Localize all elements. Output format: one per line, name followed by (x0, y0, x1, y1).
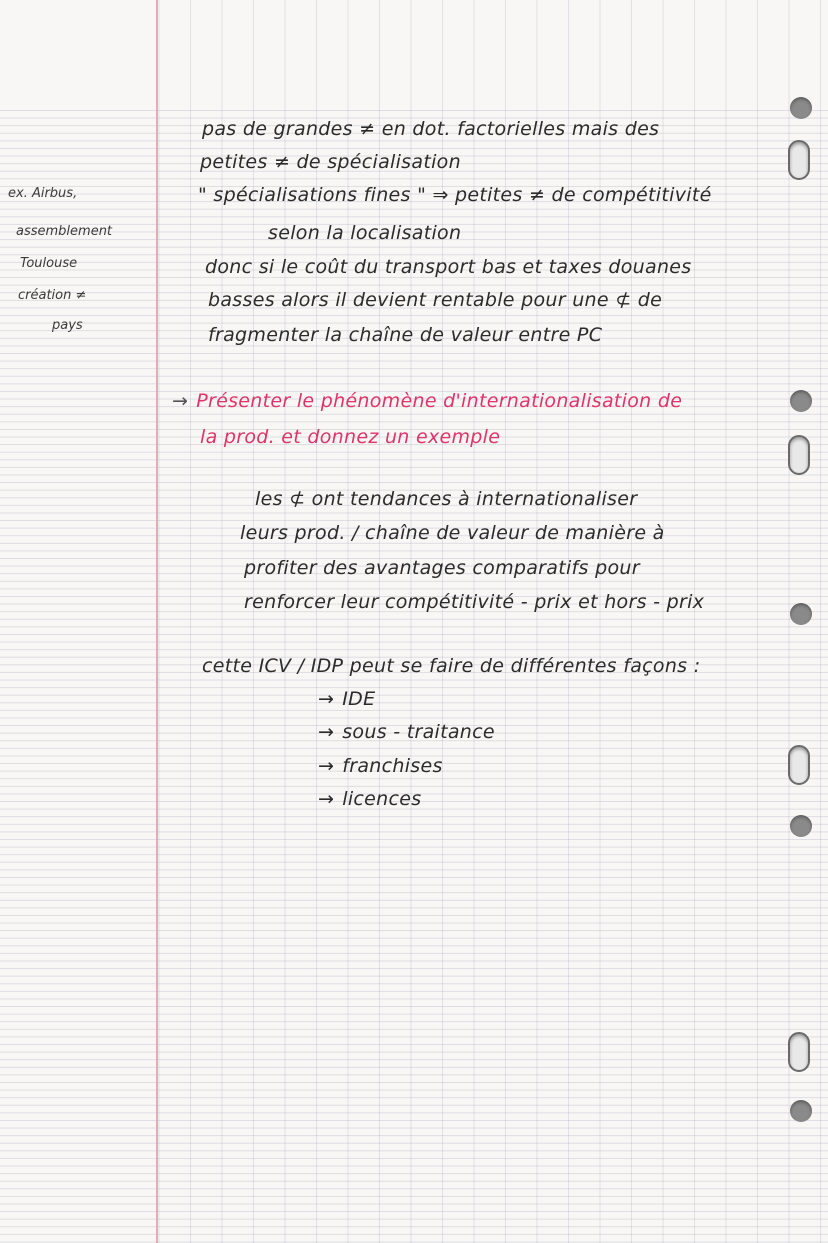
binder-hole (788, 745, 810, 785)
list-item-label: franchises (342, 755, 443, 777)
list-item-label: sous - traitance (342, 721, 495, 743)
arrow-icon: → (318, 788, 335, 810)
binder-hole (788, 1032, 810, 1072)
question-line (172, 390, 682, 412)
margin-note: Toulouse (20, 256, 78, 271)
margin-note: assemblement (16, 224, 113, 239)
question-line: la prod. et donnez un exemple (200, 426, 501, 448)
binder-hole (788, 140, 810, 180)
binder-hole (790, 390, 812, 412)
list-item-label: IDE (342, 688, 376, 710)
list-item (318, 755, 443, 777)
text-line: les ⊄ ont tendances à internationaliser (255, 488, 638, 510)
binder-hole (790, 603, 812, 625)
text-line: petites ≠ de spécialisation (200, 151, 461, 173)
margin-note: création ≠ (18, 288, 87, 303)
text-line: leurs prod. / chaîne de valeur de manière à (240, 522, 665, 544)
arrow-icon: → (318, 721, 335, 743)
text-line: fragmenter la chaîne de valeur entre PC (208, 324, 603, 346)
binder-hole (788, 435, 810, 475)
text-line: renforcer leur compétitivité - prix et hors - prix (244, 591, 705, 613)
text-line: " spécialisations fines " ⇒ petites ≠ de compétitivité (198, 184, 712, 206)
text-line: basses alors il devient rentable pour une ⊄ de (208, 289, 663, 311)
margin-rule (156, 0, 158, 1243)
text-line: profiter des avantages comparatifs pour (244, 557, 640, 579)
binder-hole (790, 97, 812, 119)
binder-hole (790, 815, 812, 837)
margin-note: pays (52, 318, 83, 333)
margin-note: ex. Airbus, (8, 186, 78, 201)
arrow-icon: → (318, 755, 335, 777)
arrow-icon: → (172, 390, 189, 412)
text-line: selon la localisation (268, 222, 462, 244)
list-intro: cette ICV / IDP peut se faire de différentes façons : (202, 655, 701, 677)
arrow-icon: → (318, 688, 335, 710)
list-item (318, 721, 495, 743)
list-item-label: licences (342, 788, 422, 810)
text-line: pas de grandes ≠ en dot. factorielles mais des (202, 118, 660, 140)
list-item (318, 788, 421, 810)
text-line: donc si le coût du transport bas et taxes douanes (205, 256, 692, 278)
binder-hole (790, 1100, 812, 1122)
question-text: Présenter le phénomène d'internationalisation de (196, 390, 683, 412)
list-item (318, 688, 375, 710)
